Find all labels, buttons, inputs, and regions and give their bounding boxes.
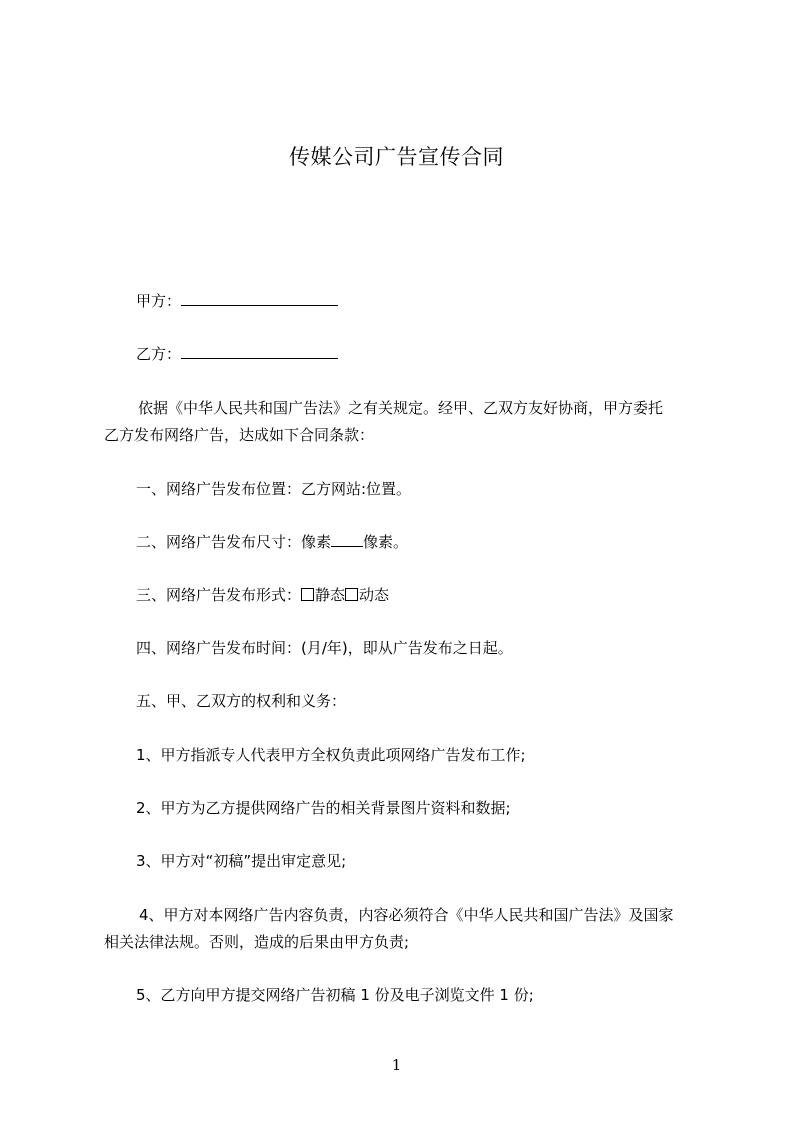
clause-2-blank — [331, 531, 363, 547]
item-2: 2、甲方为乙方提供网络广告的相关背景图片资料和数据; — [136, 799, 511, 817]
item-4-line-1: 4、甲方对本网络广告内容负责，内容必须符合《中华人民共和国广告法》及国家 — [139, 906, 674, 924]
document-title: 传媒公司广告宣传合同 — [289, 145, 504, 169]
clause-1: 一、网络广告发布位置：乙方网站:位置。 — [136, 480, 412, 498]
item-4-line-2: 相关法律法规。否则，造成的后果由甲方负责; — [104, 933, 410, 951]
clause-3-option-static: 静态 — [315, 586, 346, 604]
page-number: 1 — [391, 1056, 402, 1074]
clause-2-text-b: 像素。 — [363, 533, 409, 551]
clause-2 — [136, 531, 408, 553]
clause-4: 四、网络广告发布时间：(月/年)，即从广告发布之日起。 — [136, 639, 513, 657]
party-a-line — [136, 290, 338, 312]
checkbox-static-icon[interactable] — [301, 588, 314, 601]
party-a-label: 甲方： — [136, 292, 182, 310]
item-5: 5、乙方向甲方提交网络广告初稿 1 份及电子浏览文件 1 份; — [136, 986, 534, 1004]
party-b-blank — [181, 343, 338, 359]
clause-2-text-a: 二、网络广告发布尺寸：像素 — [136, 533, 332, 551]
party-b-line — [136, 343, 338, 365]
intro-line-2: 乙方发布网络广告，达成如下合同条款： — [104, 426, 375, 444]
item-1: 1、甲方指派专人代表甲方全权负责此项网络广告发布工作; — [136, 746, 526, 764]
party-a-blank — [181, 290, 338, 306]
party-b-label: 乙方： — [136, 345, 182, 363]
clause-5: 五、甲、乙双方的权利和义务： — [136, 692, 347, 710]
checkbox-dynamic-icon[interactable] — [345, 588, 358, 601]
clause-3-label: 三、网络广告发布形式： — [136, 586, 302, 604]
item-3: 3、甲方对“初稿”提出审定意见; — [136, 852, 347, 870]
intro-line-1: 依据《中华人民共和国广告法》之有关规定。经甲、乙双方友好协商，甲方委托 — [138, 399, 664, 417]
clause-3 — [136, 584, 389, 606]
clause-3-option-dynamic: 动态 — [359, 586, 390, 604]
